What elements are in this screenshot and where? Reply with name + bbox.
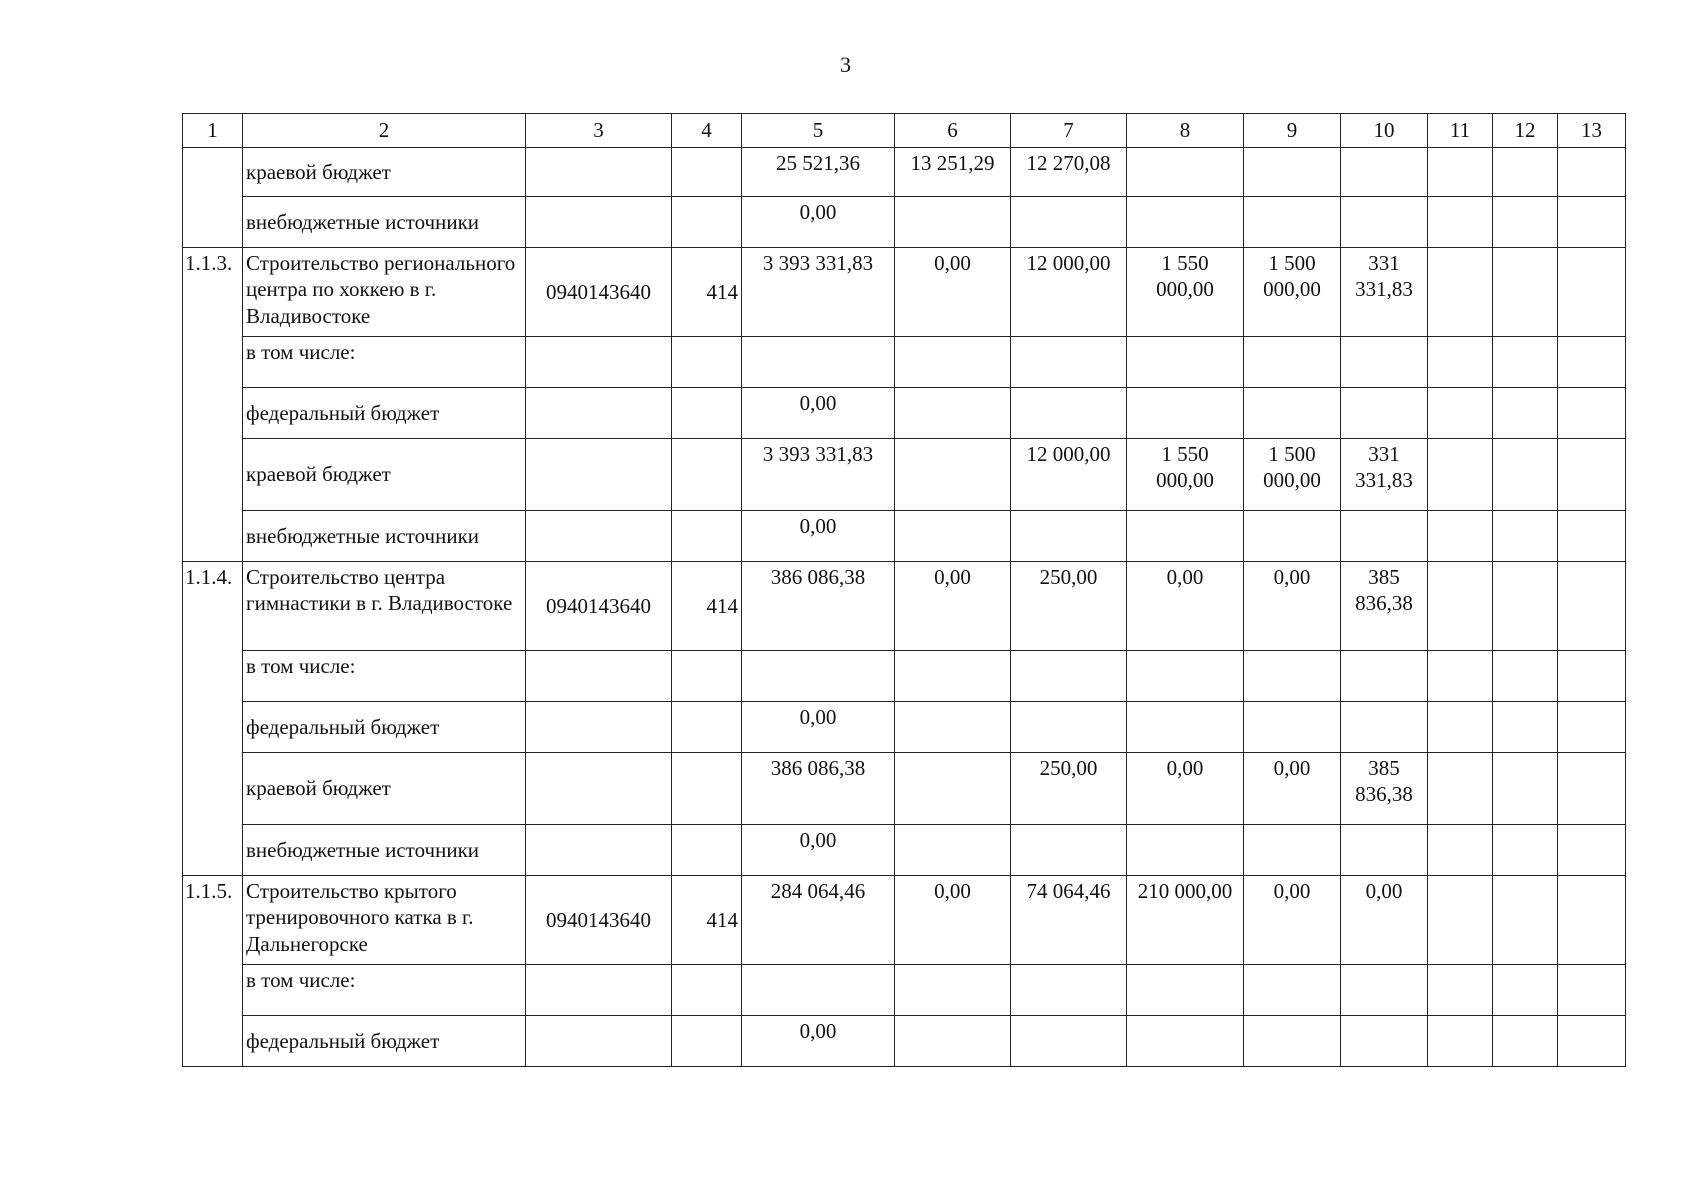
value-cell: 74 064,46 (1011, 876, 1127, 965)
empty-cell (1493, 651, 1558, 702)
empty-cell (1558, 388, 1626, 439)
kbk-cell (672, 702, 742, 753)
budget-table (182, 113, 1626, 1067)
table-row (183, 825, 1626, 876)
label-cell: внебюджетные источники (243, 511, 526, 562)
header-cell: 7 (1011, 114, 1127, 148)
code-cell (526, 197, 672, 248)
value-cell: 1 550 000,00 (1127, 439, 1244, 511)
value-cell: 386 086,38 (742, 753, 895, 825)
value-cell (895, 965, 1011, 1016)
label-cell: краевой бюджет (243, 148, 526, 197)
header-row (183, 114, 1626, 148)
empty-cell (1558, 562, 1626, 651)
header-cell: 11 (1428, 114, 1493, 148)
value-cell (1244, 148, 1341, 197)
empty-cell (1558, 197, 1626, 248)
code-cell (526, 1016, 672, 1067)
value-cell (895, 753, 1011, 825)
empty-cell (1493, 753, 1558, 825)
empty-cell (1428, 248, 1493, 337)
value-cell: 0,00 (742, 825, 895, 876)
label-cell: федеральный бюджет (243, 1016, 526, 1067)
value-cell: 12 000,00 (1011, 248, 1127, 337)
table-row (183, 337, 1626, 388)
empty-cell (1493, 388, 1558, 439)
empty-cell (1558, 702, 1626, 753)
value-cell (1011, 511, 1127, 562)
value-cell: 3 393 331,83 (742, 248, 895, 337)
code-cell (526, 753, 672, 825)
empty-cell (1493, 197, 1558, 248)
value-cell (1011, 1016, 1127, 1067)
page-number: 3 (840, 52, 851, 77)
table-row (183, 651, 1626, 702)
empty-cell (1558, 876, 1626, 965)
header-cell: 13 (1558, 114, 1626, 148)
value-cell (1244, 651, 1341, 702)
value-cell (895, 197, 1011, 248)
value-cell (1341, 337, 1428, 388)
label-cell: Строительство крытого тренировочного катка в г. Дальнегорске (243, 876, 526, 965)
value-cell (742, 337, 895, 388)
value-cell: 0,00 (1244, 876, 1341, 965)
header-cell: 4 (672, 114, 742, 148)
value-cell (1011, 197, 1127, 248)
table-row (183, 511, 1626, 562)
empty-cell (1493, 511, 1558, 562)
kbk-cell (672, 825, 742, 876)
value-cell (895, 511, 1011, 562)
value-cell: 12 270,08 (1011, 148, 1127, 197)
label-cell: в том числе: (243, 337, 526, 388)
value-cell: 0,00 (742, 511, 895, 562)
value-cell: 250,00 (1011, 753, 1127, 825)
value-cell (1127, 337, 1244, 388)
value-cell (895, 439, 1011, 511)
empty-cell (1493, 825, 1558, 876)
empty-cell (1558, 148, 1626, 197)
value-cell (1011, 825, 1127, 876)
empty-cell (1558, 753, 1626, 825)
value-cell (1341, 1016, 1428, 1067)
table-row (183, 439, 1626, 511)
value-cell: 0,00 (742, 1016, 895, 1067)
value-cell (1341, 965, 1428, 1016)
value-cell (1341, 825, 1428, 876)
table-row (183, 562, 1626, 651)
label-cell: внебюджетные источники (243, 825, 526, 876)
value-cell (1011, 337, 1127, 388)
kbk-cell (672, 1016, 742, 1067)
value-cell (895, 388, 1011, 439)
value-cell: 0,00 (1341, 876, 1428, 965)
empty-cell (1558, 439, 1626, 511)
kbk-cell (672, 388, 742, 439)
empty-cell (1493, 248, 1558, 337)
value-cell (1244, 511, 1341, 562)
empty-cell (1493, 562, 1558, 651)
kbk-cell (672, 965, 742, 1016)
value-cell (1341, 197, 1428, 248)
value-cell (1244, 702, 1341, 753)
kbk-cell: 414 (672, 876, 742, 965)
empty-cell (1493, 876, 1558, 965)
table-row (183, 197, 1626, 248)
label-cell: Строительство регионального центра по хоккею в г. Владивостоке (243, 248, 526, 337)
empty-cell (1558, 511, 1626, 562)
empty-cell (1558, 965, 1626, 1016)
header-cell: 10 (1341, 114, 1428, 148)
empty-cell (1493, 439, 1558, 511)
empty-cell (1493, 702, 1558, 753)
kbk-cell (672, 511, 742, 562)
value-cell (895, 651, 1011, 702)
value-cell: 0,00 (895, 876, 1011, 965)
value-cell: 1 550 000,00 (1127, 248, 1244, 337)
table-row (183, 388, 1626, 439)
value-cell (1127, 1016, 1244, 1067)
header-cell: 8 (1127, 114, 1244, 148)
value-cell: 0,00 (742, 702, 895, 753)
header-cell: 9 (1244, 114, 1341, 148)
code-cell (526, 965, 672, 1016)
table-row (183, 753, 1626, 825)
code-cell (526, 439, 672, 511)
empty-cell (1428, 825, 1493, 876)
table-row (183, 965, 1626, 1016)
value-cell (1244, 825, 1341, 876)
value-cell (1244, 388, 1341, 439)
value-cell (895, 1016, 1011, 1067)
value-cell: 385 836,38 (1341, 753, 1428, 825)
value-cell (1341, 651, 1428, 702)
label-cell: в том числе: (243, 965, 526, 1016)
value-cell: 13 251,29 (895, 148, 1011, 197)
code-cell: 0940143640 (526, 562, 672, 651)
empty-cell (1558, 1016, 1626, 1067)
code-cell (526, 511, 672, 562)
value-cell: 0,00 (742, 388, 895, 439)
code-cell (526, 825, 672, 876)
value-cell (1341, 702, 1428, 753)
value-cell: 331 331,83 (1341, 439, 1428, 511)
value-cell (1127, 825, 1244, 876)
value-cell: 0,00 (742, 197, 895, 248)
value-cell (1011, 702, 1127, 753)
value-cell (1244, 1016, 1341, 1067)
table-row (183, 1016, 1626, 1067)
value-cell: 0,00 (1244, 562, 1341, 651)
label-cell: внебюджетные источники (243, 197, 526, 248)
label-cell: в том числе: (243, 651, 526, 702)
kbk-cell (672, 197, 742, 248)
label-cell: федеральный бюджет (243, 388, 526, 439)
header-cell: 12 (1493, 114, 1558, 148)
value-cell: 210 000,00 (1127, 876, 1244, 965)
empty-cell (1428, 388, 1493, 439)
empty-cell (1493, 965, 1558, 1016)
value-cell (1127, 651, 1244, 702)
index-cell (183, 148, 243, 248)
empty-cell (1428, 197, 1493, 248)
code-cell (526, 651, 672, 702)
empty-cell (1428, 651, 1493, 702)
empty-cell (1428, 148, 1493, 197)
value-cell (1011, 388, 1127, 439)
value-cell (1244, 965, 1341, 1016)
empty-cell (1558, 248, 1626, 337)
empty-cell (1428, 753, 1493, 825)
value-cell (895, 337, 1011, 388)
code-cell (526, 388, 672, 439)
empty-cell (1428, 337, 1493, 388)
kbk-cell (672, 753, 742, 825)
index-cell: 1.1.5. (183, 876, 243, 1067)
value-cell (1341, 148, 1428, 197)
value-cell: 0,00 (1244, 753, 1341, 825)
value-cell (895, 702, 1011, 753)
empty-cell (1558, 651, 1626, 702)
header-cell: 1 (183, 114, 243, 148)
kbk-cell (672, 148, 742, 197)
empty-cell (1558, 825, 1626, 876)
value-cell: 250,00 (1011, 562, 1127, 651)
header-cell: 5 (742, 114, 895, 148)
value-cell (1244, 197, 1341, 248)
value-cell (1127, 702, 1244, 753)
value-cell: 1 500 000,00 (1244, 439, 1341, 511)
empty-cell (1428, 876, 1493, 965)
value-cell (742, 651, 895, 702)
empty-cell (1428, 511, 1493, 562)
table-row (183, 702, 1626, 753)
empty-cell (1428, 1016, 1493, 1067)
value-cell (1127, 965, 1244, 1016)
value-cell: 386 086,38 (742, 562, 895, 651)
header-cell: 3 (526, 114, 672, 148)
empty-cell (1428, 965, 1493, 1016)
value-cell: 0,00 (1127, 753, 1244, 825)
value-cell: 12 000,00 (1011, 439, 1127, 511)
header-cell: 6 (895, 114, 1011, 148)
value-cell (1244, 337, 1341, 388)
label-cell: краевой бюджет (243, 439, 526, 511)
value-cell: 284 064,46 (742, 876, 895, 965)
kbk-cell (672, 439, 742, 511)
table-row (183, 248, 1626, 337)
value-cell (1341, 388, 1428, 439)
table-row (183, 876, 1626, 965)
value-cell (1127, 197, 1244, 248)
index-cell: 1.1.4. (183, 562, 243, 876)
label-cell: краевой бюджет (243, 753, 526, 825)
code-cell: 0940143640 (526, 248, 672, 337)
code-cell (526, 148, 672, 197)
empty-cell (1493, 1016, 1558, 1067)
index-cell: 1.1.3. (183, 248, 243, 562)
value-cell (1127, 148, 1244, 197)
empty-cell (1428, 439, 1493, 511)
value-cell: 331 331,83 (1341, 248, 1428, 337)
kbk-cell (672, 651, 742, 702)
kbk-cell: 414 (672, 562, 742, 651)
value-cell: 385 836,38 (1341, 562, 1428, 651)
value-cell (1011, 651, 1127, 702)
value-cell (895, 825, 1011, 876)
empty-cell (1493, 337, 1558, 388)
table-row (183, 148, 1626, 197)
value-cell (1127, 388, 1244, 439)
code-cell (526, 702, 672, 753)
code-cell: 0940143640 (526, 876, 672, 965)
value-cell: 25 521,36 (742, 148, 895, 197)
label-cell: федеральный бюджет (243, 702, 526, 753)
kbk-cell (672, 337, 742, 388)
code-cell (526, 337, 672, 388)
value-cell: 3 393 331,83 (742, 439, 895, 511)
value-cell (1127, 511, 1244, 562)
value-cell: 0,00 (895, 248, 1011, 337)
label-cell: Строительство центра гимнастики в г. Владивостоке (243, 562, 526, 651)
value-cell: 0,00 (895, 562, 1011, 651)
value-cell: 1 500 000,00 (1244, 248, 1341, 337)
empty-cell (1428, 562, 1493, 651)
value-cell: 0,00 (1127, 562, 1244, 651)
empty-cell (1493, 148, 1558, 197)
value-cell (1341, 511, 1428, 562)
header-cell: 2 (243, 114, 526, 148)
value-cell (1011, 965, 1127, 1016)
empty-cell (1558, 337, 1626, 388)
value-cell (742, 965, 895, 1016)
kbk-cell: 414 (672, 248, 742, 337)
empty-cell (1428, 702, 1493, 753)
